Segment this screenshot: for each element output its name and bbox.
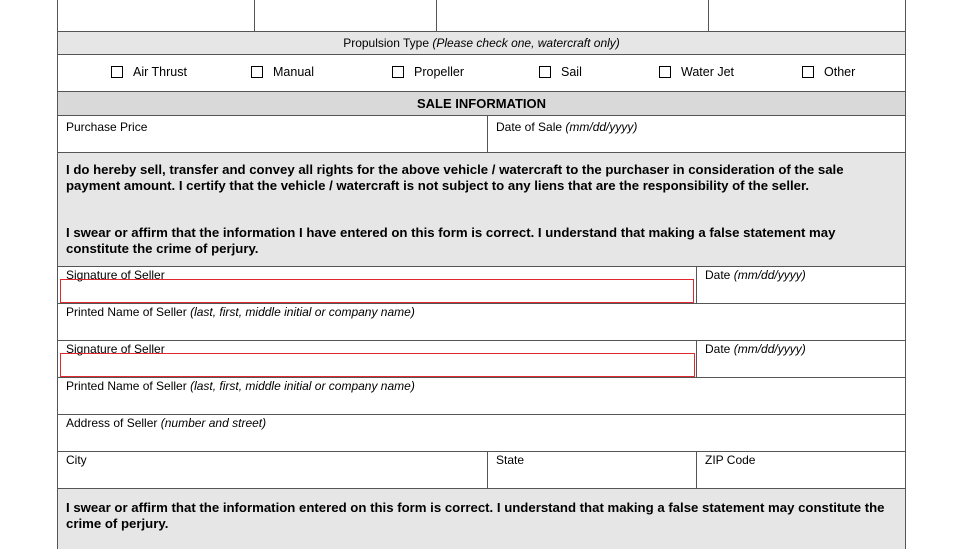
propulsion-header xyxy=(57,32,906,55)
printed-name-note: (last, first, middle initial or company name) xyxy=(190,379,415,393)
option-label: Sail xyxy=(561,65,582,79)
printed-name-label: Printed Name of Seller xyxy=(66,305,187,319)
swear-text: I swear or affirm that the information I have entered on this form is correct. I understand that making a false statement may constitute the crime of perjury. xyxy=(66,225,836,256)
option-manual[interactable] xyxy=(251,65,314,79)
manual-checkbox[interactable] xyxy=(251,66,263,78)
option-water-jet[interactable] xyxy=(659,65,734,79)
printed-name-row-1 xyxy=(57,304,906,341)
propulsion-note: (Please check one, watercraft only) xyxy=(432,36,620,50)
address-label: Address of Seller xyxy=(66,416,158,430)
date-label: Date xyxy=(705,342,731,356)
date-of-sale-field[interactable] xyxy=(487,116,905,152)
signature-input-box-2[interactable] xyxy=(60,353,695,377)
certify-text: I do hereby sell, transfer and convey all rights for the above vehicle / watercraft to the purchaser in consideration of the sale payment amount. I certify that the vehicle / watercraft is not subject to any liens that are the responsibility of the seller. xyxy=(66,162,844,193)
seller-swear-text: I swear or affirm that the information entered on this form is correct. I understand that making a false statement may constitute the crime of perjury. xyxy=(66,500,885,531)
printed-name-note: (last, first, middle initial or company name) xyxy=(190,305,415,319)
propulsion-options-row xyxy=(57,55,906,92)
propeller-checkbox[interactable] xyxy=(392,66,404,78)
date-format: (mm/dd/yyyy) xyxy=(733,268,806,282)
seller-certification-block xyxy=(57,489,906,549)
zip-label: ZIP Code xyxy=(705,453,756,467)
state-field[interactable] xyxy=(487,452,696,488)
option-other[interactable] xyxy=(802,65,855,79)
signature-input-box-1[interactable] xyxy=(60,279,694,303)
option-label: Propeller xyxy=(414,65,465,79)
city-field[interactable] xyxy=(58,452,487,488)
water-jet-checkbox[interactable] xyxy=(659,66,671,78)
city-label: City xyxy=(66,453,87,467)
top-field-row xyxy=(57,0,906,32)
purchase-price-label: Purchase Price xyxy=(66,120,148,134)
city-state-zip-row xyxy=(57,452,906,489)
signature-label: Signature of Seller xyxy=(66,342,165,356)
date-of-sale-label: Date of Sale xyxy=(496,120,563,134)
purchase-price-field[interactable] xyxy=(58,116,487,152)
propulsion-label: Propulsion Type xyxy=(343,36,430,50)
seller-date-field-1[interactable] xyxy=(696,267,905,303)
date-label: Date xyxy=(705,268,731,282)
seller-address-row xyxy=(57,415,906,452)
seller-date-field-2[interactable] xyxy=(696,341,905,377)
state-label: State xyxy=(496,453,525,467)
option-sail[interactable] xyxy=(539,65,582,79)
option-label: Air Thrust xyxy=(133,65,187,79)
address-note: (number and street) xyxy=(160,416,267,430)
printed-name-row-2 xyxy=(57,378,906,415)
sale-header xyxy=(57,92,906,116)
printed-name-label: Printed Name of Seller xyxy=(66,379,187,393)
date-of-sale-format: (mm/dd/yyyy) xyxy=(565,120,638,134)
option-air-thrust[interactable] xyxy=(111,65,187,79)
sail-checkbox[interactable] xyxy=(539,66,551,78)
sale-fields-row xyxy=(57,116,906,153)
option-label: Manual xyxy=(273,65,314,79)
date-format: (mm/dd/yyyy) xyxy=(733,342,806,356)
option-label: Water Jet xyxy=(681,65,735,79)
signature-label: Signature of Seller xyxy=(66,268,165,282)
other-checkbox[interactable] xyxy=(802,66,814,78)
sale-header-title: SALE INFORMATION xyxy=(416,96,547,111)
option-propeller[interactable] xyxy=(392,65,464,79)
air-thrust-checkbox[interactable] xyxy=(111,66,123,78)
option-label: Other xyxy=(824,65,856,79)
zip-field[interactable] xyxy=(696,452,905,488)
certification-block xyxy=(57,153,906,267)
